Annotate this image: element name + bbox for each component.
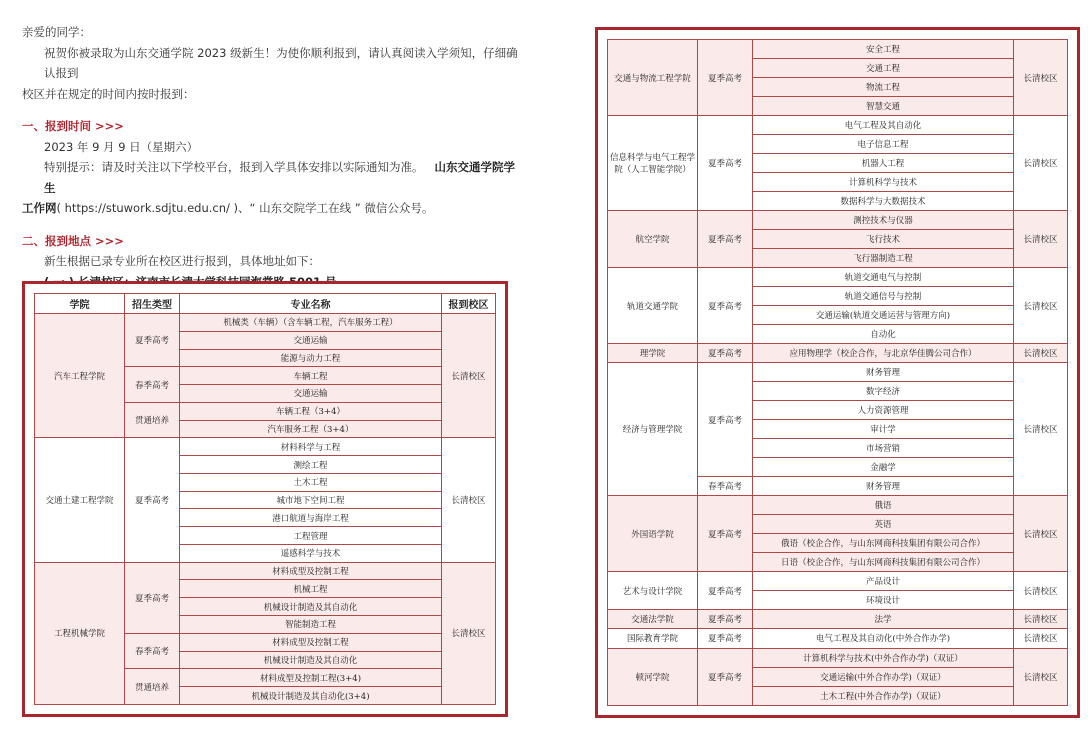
- campus-cell: 长清校区: [1014, 116, 1068, 211]
- major-cell: 计算机科学与技术(中外合作办学)（双证）: [753, 648, 1014, 667]
- table-row: [608, 629, 1068, 648]
- admission-type-cell: 夏季高考: [125, 314, 180, 367]
- admission-type-cell: 夏季高考: [698, 648, 753, 706]
- campus-cell: 长清校区: [442, 562, 496, 704]
- major-cell: 轨道交通信号与控制: [753, 287, 1014, 306]
- header-major: 专业名称: [180, 294, 442, 314]
- major-cell: 土木工程(中外合作办学)（双证）: [753, 686, 1014, 705]
- admission-type-cell: 夏季高考: [125, 438, 180, 562]
- section-title-location: 二、报到地点 >>>: [22, 233, 124, 248]
- tip-bold-text: 山东交通学院学生: [44, 160, 515, 195]
- location-text: 新生根据已录专业所在校区进行报到，具体地址如下：: [44, 254, 320, 268]
- college-cell: 信息科学与电气工程学院（人工智能学院）: [608, 116, 698, 211]
- admission-type-cell: 夏季高考: [698, 629, 753, 648]
- major-cell: 电气工程及其自动化(中外合作办学): [753, 629, 1014, 648]
- admission-type-cell: 夏季高考: [698, 40, 753, 116]
- major-cell: 汽车服务工程（3+4）: [180, 420, 442, 438]
- major-cell: 俄语（校企合作，与山东网商科技集团有限公司合作）: [753, 534, 1014, 553]
- left-table-frame: [22, 281, 508, 717]
- header-admission-type: 招生类型: [125, 294, 180, 314]
- report-date: 2023 年 9 月 9 日（星期六）: [44, 139, 199, 154]
- major-cell: 环境设计: [753, 591, 1014, 610]
- major-cell: 交通运输(中外合作办学)（双证）: [753, 667, 1014, 686]
- major-cell: 车辆工程（3+4）: [180, 402, 442, 420]
- tip-line: [22, 157, 522, 198]
- major-cell: 能源与动力工程: [180, 349, 442, 367]
- section-title-time: 一、报到时间 >>>: [22, 119, 124, 133]
- campus-cell: 长清校区: [442, 438, 496, 562]
- college-cell: 交通与物流工程学院: [608, 40, 698, 116]
- major-cell: 城市地下空间工程: [180, 491, 442, 509]
- admission-type-cell: 春季高考: [698, 477, 753, 496]
- major-cell: 交通运输: [180, 385, 442, 403]
- header-campus: 报到校区: [442, 294, 496, 314]
- major-cell: 交通工程: [753, 59, 1014, 78]
- campus-cell: 长清校区: [1014, 211, 1068, 268]
- tip-text: 特别提示：请及时关注以下学校平台，报到入学具体安排以实际通知为准。: [44, 160, 424, 174]
- major-cell: 交通运输: [180, 331, 442, 349]
- right-major-table: [607, 39, 1068, 706]
- admission-type-cell: 夏季高考: [698, 344, 753, 363]
- campus-cell: 长清校区: [442, 314, 496, 438]
- table-row: [608, 363, 1068, 382]
- major-cell: 土木工程: [180, 473, 442, 491]
- major-cell: 港口航道与海岸工程: [180, 509, 442, 527]
- admission-type-cell: 夏季高考: [698, 363, 753, 477]
- admission-type-cell: 夏季高考: [698, 572, 753, 610]
- intro-text: [22, 22, 522, 292]
- major-cell: 物流工程: [753, 78, 1014, 97]
- major-cell: 机械设计制造及其自动化: [180, 651, 442, 669]
- table-row: [608, 40, 1068, 59]
- tip-url-text: ( https://stuwork.sdjtu.edu.cn/ )、“ 山东交院学工在线 ” 微信公众号。: [56, 201, 434, 215]
- campus-cell: 长清校区: [1014, 40, 1068, 116]
- campus-cell: 长清校区: [1014, 344, 1068, 363]
- major-cell: 智慧交通: [753, 97, 1014, 116]
- major-cell: 电气工程及其自动化: [753, 116, 1014, 135]
- greeting: 亲爱的同学：: [22, 25, 91, 39]
- table-row: [608, 610, 1068, 629]
- table-row: [608, 344, 1068, 363]
- campus-cell: 长清校区: [1014, 629, 1068, 648]
- college-cell: 国际教育学院: [608, 629, 698, 648]
- college-cell: 工程机械学院: [35, 562, 125, 704]
- major-cell: 人力资源管理: [753, 401, 1014, 420]
- major-cell: 安全工程: [753, 40, 1014, 59]
- major-cell: 法学: [753, 610, 1014, 629]
- major-cell: 遥感科学与技术: [180, 544, 442, 562]
- major-cell: 日语（校企合作，与山东网商科技集团有限公司合作）: [753, 553, 1014, 572]
- major-cell: 应用物理学（校企合作，与北京华佳腾公司合作）: [753, 344, 1014, 363]
- major-cell: 英语: [753, 515, 1014, 534]
- college-cell: 交通法学院: [608, 610, 698, 629]
- admission-type-cell: 夏季高考: [698, 496, 753, 572]
- admission-type-cell: 贯通培养: [125, 402, 180, 438]
- table-row: [608, 211, 1068, 230]
- table-row: [35, 562, 496, 580]
- campus-cell: 长清校区: [1014, 610, 1068, 629]
- major-cell: 电子信息工程: [753, 135, 1014, 154]
- major-cell: 材料成型及控制工程: [180, 633, 442, 651]
- table-row: [608, 496, 1068, 515]
- college-cell: 汽车工程学院: [35, 314, 125, 438]
- table-row: [35, 438, 496, 456]
- major-cell: 机械设计制造及其自动化: [180, 598, 442, 616]
- admission-type-cell: 贯通培养: [125, 669, 180, 705]
- college-cell: 轨道交通学院: [608, 268, 698, 344]
- major-cell: 车辆工程: [180, 367, 442, 385]
- college-cell: 顿河学院: [608, 648, 698, 706]
- tip-bold-text-2: 工作网: [22, 201, 57, 215]
- college-cell: 航空学院: [608, 211, 698, 268]
- campus-cell: 长清校区: [1014, 363, 1068, 496]
- table-row: [35, 314, 496, 332]
- admission-type-cell: 春季高考: [125, 633, 180, 669]
- campus-cell: 长清校区: [1014, 268, 1068, 344]
- college-cell: 经济与管理学院: [608, 363, 698, 496]
- major-cell: 机械类（车辆）（含车辆工程，汽车服务工程）: [180, 314, 442, 332]
- major-cell: 材料成型及控制工程: [180, 562, 442, 580]
- major-cell: 财务管理: [753, 477, 1014, 496]
- table-row: [608, 572, 1068, 591]
- campus-cell: 长清校区: [1014, 648, 1068, 706]
- table-row: [608, 268, 1068, 287]
- major-cell: 财务管理: [753, 363, 1014, 382]
- admission-type-cell: 春季高考: [125, 367, 180, 403]
- campus-cell: 长清校区: [1014, 496, 1068, 572]
- major-cell: 机械工程: [180, 580, 442, 598]
- major-cell: 市场营销: [753, 439, 1014, 458]
- intro-paragraph-cont: 校区并在规定的时间内按时报到：: [22, 86, 195, 101]
- major-cell: 俄语: [753, 496, 1014, 515]
- major-cell: 金融学: [753, 458, 1014, 477]
- admission-type-cell: 夏季高考: [698, 268, 753, 344]
- major-cell: 数据科学与大数据技术: [753, 192, 1014, 211]
- major-cell: 机械设计制造及其自动化(3+4): [180, 687, 442, 705]
- table-row: [608, 648, 1068, 667]
- major-cell: 机器人工程: [753, 154, 1014, 173]
- intro-paragraph: 祝贺你被录取为山东交通学院 2023 级新生！为使你顺利报到，请认真阅读入学须知，仔细确认报到: [44, 45, 518, 80]
- major-cell: 计算机科学与技术: [753, 173, 1014, 192]
- college-cell: 理学院: [608, 344, 698, 363]
- admission-type-cell: 夏季高考: [698, 211, 753, 268]
- major-cell: 飞行器制造工程: [753, 249, 1014, 268]
- admission-type-cell: 夏季高考: [698, 610, 753, 629]
- major-cell: 工程管理: [180, 527, 442, 545]
- major-cell: 材料成型及控制工程(3+4): [180, 669, 442, 687]
- major-cell: 飞行技术: [753, 230, 1014, 249]
- header-college: 学院: [35, 294, 125, 314]
- campus-cell: 长清校区: [1014, 572, 1068, 610]
- major-cell: 测控技术与仪器: [753, 211, 1014, 230]
- major-cell: 智能制造工程: [180, 616, 442, 634]
- college-cell: 外国语学院: [608, 496, 698, 572]
- left-major-table: [34, 293, 496, 705]
- admission-type-cell: 夏季高考: [125, 562, 180, 633]
- college-cell: 艺术与设计学院: [608, 572, 698, 610]
- major-cell: 材料科学与工程: [180, 438, 442, 456]
- major-cell: 审计学: [753, 420, 1014, 439]
- table-row: [608, 116, 1068, 135]
- right-table-frame: [595, 27, 1080, 718]
- major-cell: 产品设计: [753, 572, 1014, 591]
- major-cell: 自动化: [753, 325, 1014, 344]
- tip-line-cont: [22, 198, 522, 219]
- major-cell: 轨道交通电气与控制: [753, 268, 1014, 287]
- admission-type-cell: 夏季高考: [698, 116, 753, 211]
- major-cell: 测绘工程: [180, 456, 442, 474]
- major-cell: 数字经济: [753, 382, 1014, 401]
- college-cell: 交通土建工程学院: [35, 438, 125, 562]
- major-cell: 交通运输(轨道交通运营与管理方向): [753, 306, 1014, 325]
